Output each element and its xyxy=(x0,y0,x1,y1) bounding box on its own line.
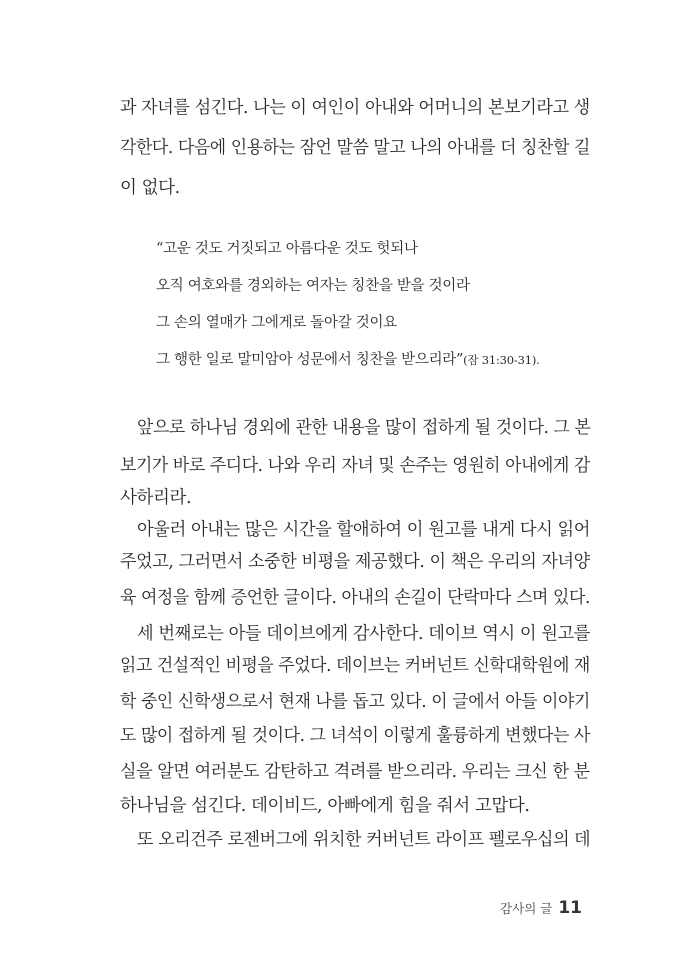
quote-line: “고운 것도 거짓되고 아름다운 것도 헛되나 xyxy=(156,241,418,257)
page-footer xyxy=(500,898,582,918)
quote-text: 그 행한 일로 말미암아 성문에서 칭찬을 받으리라” xyxy=(156,352,464,368)
scripture-citation: (잠 31:30-31). xyxy=(463,353,540,367)
text-line: 이 없다. xyxy=(120,178,180,198)
text-line: 과 자녀를 섬긴다. 나는 이 여인이 아내와 어머니의 본보기라고 생 xyxy=(120,98,590,118)
quote-line: 오직 여호와를 경외하는 여자는 칭찬을 받을 것이라 xyxy=(156,278,470,294)
quote-line-last xyxy=(156,348,540,369)
text-line: 또 오리건주 로젠버그에 위치한 커버넌트 라이프 펠로우십의 데 xyxy=(137,830,591,850)
text-line: 하나님을 섬긴다. 데이비드, 아빠에게 힘을 줘서 고맙다. xyxy=(120,796,530,816)
quote-line: 그 손의 열매가 그에게로 돌아갈 것이요 xyxy=(156,315,397,331)
text-line: 사하리라. xyxy=(120,488,192,508)
text-line: 실을 알면 여러분도 감탄하고 격려를 받으리라. 우리는 크신 한 분 xyxy=(120,762,590,782)
running-section-title: 감사의 글 xyxy=(500,901,553,916)
text-line: 도 많이 접하게 될 것이다. 그 녀석이 이렇게 훌륭하게 변했다는 사 xyxy=(120,726,590,746)
text-line: 주었고, 그러면서 소중한 비평을 제공했다. 이 책은 우리의 자녀양 xyxy=(120,552,590,572)
text-line: 육 여정을 함께 증언한 글이다. 아내의 손길이 단락마다 스며 있다. xyxy=(120,588,590,608)
text-line: 읽고 건설적인 비평을 주었다. 데이브는 커버넌트 신학대학원에 재 xyxy=(120,656,590,676)
text-line: 각한다. 다음에 인용하는 잠언 말씀 말고 나의 아내를 더 칭찬할 길 xyxy=(120,138,590,158)
text-line: 보기가 바로 주디다. 나와 우리 자녀 및 손주는 영원히 아내에게 감 xyxy=(120,456,590,476)
text-line: 학 중인 신학생으로서 현재 나를 돕고 있다. 이 글에서 아들 이야기 xyxy=(120,692,590,712)
page-number: 11 xyxy=(558,898,582,918)
text-line: 앞으로 하나님 경외에 관한 내용을 많이 접하게 될 것이다. 그 본 xyxy=(137,418,591,438)
text-line: 세 번째로는 아들 데이브에게 감사한다. 데이브 역시 이 원고를 xyxy=(137,624,591,644)
text-line: 아울러 아내는 많은 시간을 할애하여 이 원고를 내게 다시 읽어 xyxy=(137,520,591,540)
